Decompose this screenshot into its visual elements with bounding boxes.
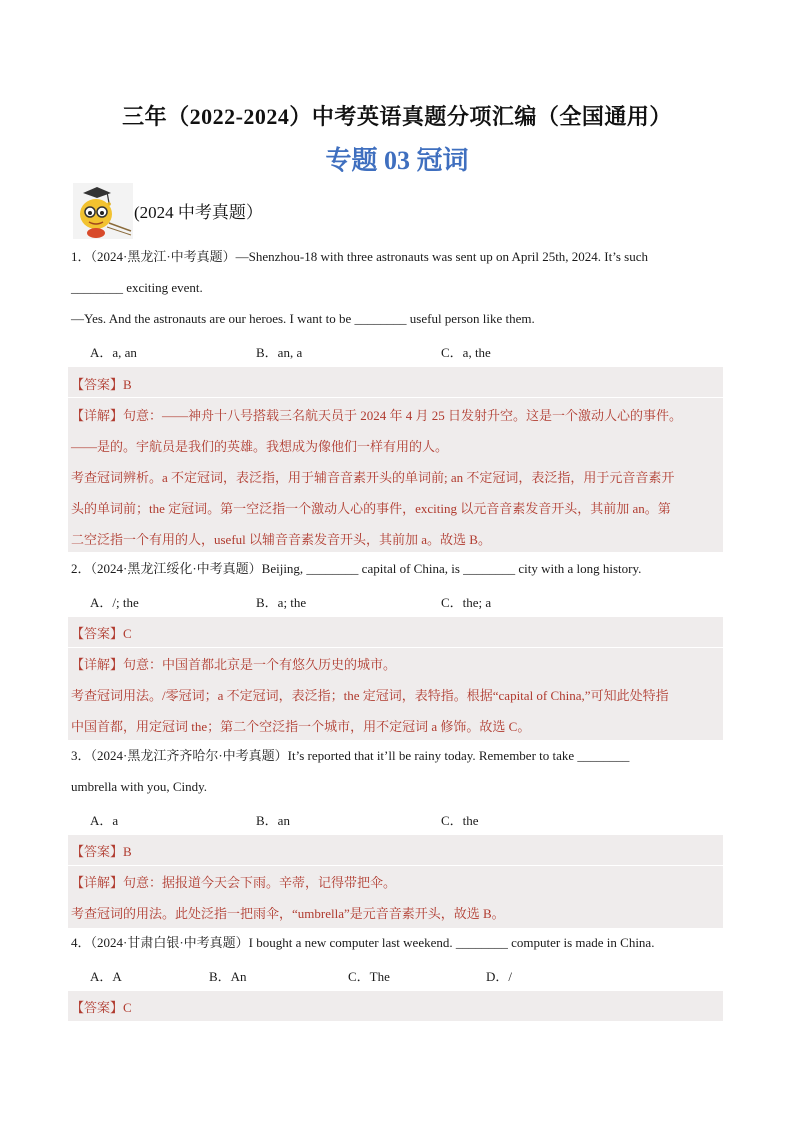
q4-option-a: A．A [90,969,122,984]
q4-option-b: B．An [209,969,247,984]
q2-answer-band [68,617,723,647]
q3-answer-band [68,835,723,865]
q1-detail-line2: ——是的。宇航员是我们的英雄。我想成为像他们一样有用的人。 [71,439,449,454]
q3-stem-line1: 3．（2024·黑龙江齐齐哈尔·中考真题）It’s reported that it’ll be rainy today. Remember to take ________ [71,748,630,763]
q4-answer-band [68,991,723,1021]
q2-option-b: B．a; the [256,595,307,610]
q1-detail-line1: 【详解】句意：——神舟十八号搭载三名航天员于 2024 年 4 月 25 日发射升空。这是一个激动人心的事件。 [71,408,683,423]
q1-detail-line4: 头的单词前；the 定冠词。第一空泛指一个激动人心的事件，exciting 以元音音素发音开头，其前加 an。第 [71,501,671,516]
q2-detail-line2: 考查冠词用法。/零冠词；a 不定冠词，表泛指；the 定冠词，表特指。根据“capital of China,”可知此处特指 [71,688,669,703]
q3-answer: 【答案】B [71,844,132,859]
document-title: 三年（2022-2024）中考英语真题分项汇编（全国通用） [122,104,672,129]
q3-detail-line1: 【详解】句意：据报道今天会下雨。辛蒂，记得带把伞。 [71,875,397,890]
q1-detail-line3: 考查冠词辨析。a 不定冠词，表泛指，用于辅音音素开头的单词前; an 不定冠词，表泛指，用于元音音素开 [71,470,675,485]
q2-option-c: C．the; a [441,595,492,610]
section-heading: (2024 中考真题） [134,203,263,222]
q2-option-a: A．/; the [90,595,139,610]
q1-stem-line1: 1．（2024·黑龙江·中考真题）—Shenzhou-18 with three astronauts was sent up on April 25th, 2024. It’s such [71,249,648,264]
q4-stem-line1: 4．（2024·甘肃白银·中考真题）I bought a new computer last weekend. ________ computer is made in China. [71,935,655,950]
q3-option-b: B．an [256,813,290,828]
q3-option-a: A．a [90,813,119,828]
q2-detail-line1: 【详解】句意：中国首都北京是一个有悠久历史的城市。 [71,657,397,672]
q2-detail-line3: 中国首都，用定冠词 the；第二个空泛指一个城市，用不定冠词 a 修饰。故选 C。 [71,719,531,734]
mascot-icon [73,183,133,239]
q1-answer: 【答案】B [71,377,132,392]
q1-option-c: C．a, the [441,345,491,360]
q1-answer-band [68,367,723,397]
q2-answer: 【答案】C [71,626,132,641]
q2-stem-line1: 2．（2024·黑龙江绥化·中考真题）Beijing, ________ capital of China, is ________ city with a long history. [71,561,642,576]
q1-detail-line5: 二空泛指一个有用的人，useful 以辅音音素发音开头，其前加 a。故选 B。 [71,532,491,547]
q3-detail-line2: 考查冠词的用法。此处泛指一把雨伞，“umbrella”是元音音素开头，故选 B。 [71,906,505,921]
q1-option-b: B．an, a [256,345,303,360]
q1-stem-line2: ________ exciting event. [71,280,203,295]
q3-option-c: C．the [441,813,479,828]
topic-title: 专题 03 冠词 [325,146,469,175]
q3-stem-line2: umbrella with you, Cindy. [71,779,208,794]
q1-stem-line3: —Yes. And the astronauts are our heroes. I want to be ________ useful person like them. [71,311,535,326]
q1-option-a: A．a, an [90,345,137,360]
q4-option-d: D．/ [486,969,513,984]
q4-option-c: C．The [348,969,390,984]
q4-answer: 【答案】C [71,1000,132,1015]
